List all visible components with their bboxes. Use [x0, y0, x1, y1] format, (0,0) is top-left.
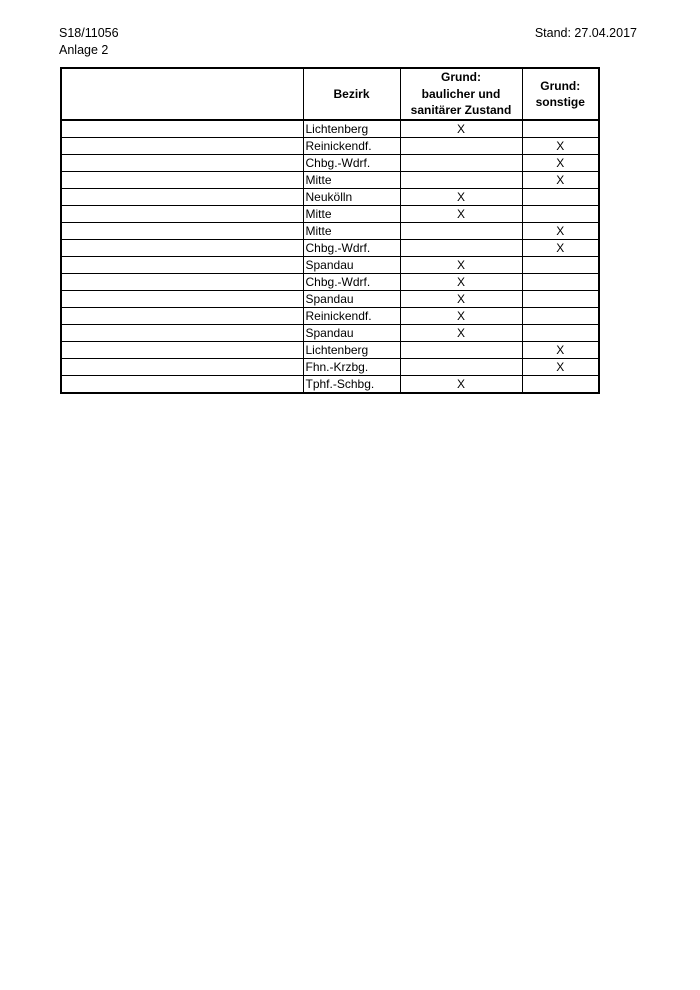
table-row	[61, 376, 599, 394]
cell-name	[61, 308, 303, 325]
table-row	[61, 189, 599, 206]
cell-grund-sonstige	[522, 376, 599, 394]
cell-bezirk: Spandau	[303, 257, 400, 274]
cell-grund-sonstige	[522, 206, 599, 223]
attachment-label: Anlage 2	[59, 43, 109, 57]
cell-name	[61, 223, 303, 240]
cell-bezirk: Tphf.-Schbg.	[303, 376, 400, 394]
cell-grund-sonstige: X	[522, 223, 599, 240]
cell-grund-baulich: X	[400, 376, 522, 394]
table-row	[61, 308, 599, 325]
cell-bezirk: Neukölln	[303, 189, 400, 206]
cell-bezirk: Mitte	[303, 206, 400, 223]
column-header-name	[61, 68, 303, 120]
cell-grund-sonstige	[522, 274, 599, 291]
cell-grund-baulich: X	[400, 206, 522, 223]
cell-grund-sonstige: X	[522, 240, 599, 257]
cell-grund-baulich	[400, 240, 522, 257]
column-header-line: sanitärer Zustand	[410, 103, 512, 118]
cell-bezirk: Mitte	[303, 223, 400, 240]
column-header-line: baulicher und	[421, 86, 501, 101]
cell-bezirk: Chbg.-Wdrf.	[303, 274, 400, 291]
cell-grund-baulich: X	[400, 308, 522, 325]
cell-grund-sonstige: X	[522, 342, 599, 359]
cell-grund-baulich: X	[400, 189, 522, 206]
cell-name	[61, 274, 303, 291]
cell-bezirk: Spandau	[303, 325, 400, 342]
table-header-row	[61, 68, 599, 120]
table-row	[61, 325, 599, 342]
table-row	[61, 206, 599, 223]
cell-grund-sonstige	[522, 257, 599, 274]
cell-name	[61, 120, 303, 138]
document-header-left	[59, 25, 119, 59]
cell-grund-baulich	[400, 342, 522, 359]
district-table	[60, 67, 600, 394]
cell-grund-baulich	[400, 155, 522, 172]
table-row	[61, 342, 599, 359]
cell-grund-baulich	[400, 172, 522, 189]
cell-name	[61, 342, 303, 359]
table-row	[61, 172, 599, 189]
cell-bezirk: Chbg.-Wdrf.	[303, 155, 400, 172]
status-date: Stand: 27.04.2017	[534, 26, 637, 40]
column-header-grund-baulich	[400, 68, 522, 120]
cell-bezirk: Fhn.-Krzbg.	[303, 359, 400, 376]
cell-grund-baulich: X	[400, 291, 522, 308]
column-header-line: Grund:	[441, 70, 481, 85]
cell-bezirk: Chbg.-Wdrf.	[303, 240, 400, 257]
cell-name	[61, 138, 303, 155]
cell-grund-sonstige: X	[522, 359, 599, 376]
cell-name	[61, 376, 303, 394]
cell-bezirk: Reinickendf.	[303, 308, 400, 325]
cell-grund-sonstige: X	[522, 172, 599, 189]
table-row	[61, 223, 599, 240]
column-header-line: sonstige	[535, 95, 585, 109]
cell-grund-baulich	[400, 359, 522, 376]
cell-name	[61, 291, 303, 308]
cell-name	[61, 257, 303, 274]
table-row	[61, 120, 599, 138]
cell-grund-sonstige	[522, 291, 599, 308]
column-header-bezirk: Bezirk	[303, 68, 400, 120]
cell-grund-baulich: X	[400, 325, 522, 342]
cell-name	[61, 155, 303, 172]
column-header-grund-sonstige	[522, 68, 599, 120]
cell-name	[61, 240, 303, 257]
table-row	[61, 240, 599, 257]
cell-grund-sonstige: X	[522, 138, 599, 155]
cell-bezirk: Mitte	[303, 172, 400, 189]
table-row	[61, 359, 599, 376]
cell-grund-sonstige	[522, 308, 599, 325]
cell-grund-sonstige	[522, 120, 599, 138]
table-row	[61, 291, 599, 308]
column-header-line: Grund:	[540, 78, 581, 93]
cell-name	[61, 189, 303, 206]
table-row	[61, 138, 599, 155]
cell-grund-baulich: X	[400, 274, 522, 291]
cell-grund-baulich: X	[400, 120, 522, 138]
cell-name	[61, 206, 303, 223]
cell-bezirk: Lichtenberg	[303, 342, 400, 359]
cell-grund-baulich	[400, 223, 522, 240]
cell-grund-sonstige: X	[522, 155, 599, 172]
document-number: S18/11056	[59, 26, 119, 40]
cell-grund-sonstige	[522, 189, 599, 206]
cell-name	[61, 172, 303, 189]
cell-name	[61, 325, 303, 342]
table-body	[61, 120, 599, 393]
cell-grund-baulich	[400, 138, 522, 155]
table-row	[61, 155, 599, 172]
cell-grund-sonstige	[522, 325, 599, 342]
cell-bezirk: Spandau	[303, 291, 400, 308]
cell-bezirk: Reinickendf.	[303, 138, 400, 155]
table-row	[61, 274, 599, 291]
cell-bezirk: Lichtenberg	[303, 120, 400, 138]
cell-name	[61, 359, 303, 376]
table-row	[61, 257, 599, 274]
cell-grund-baulich: X	[400, 257, 522, 274]
